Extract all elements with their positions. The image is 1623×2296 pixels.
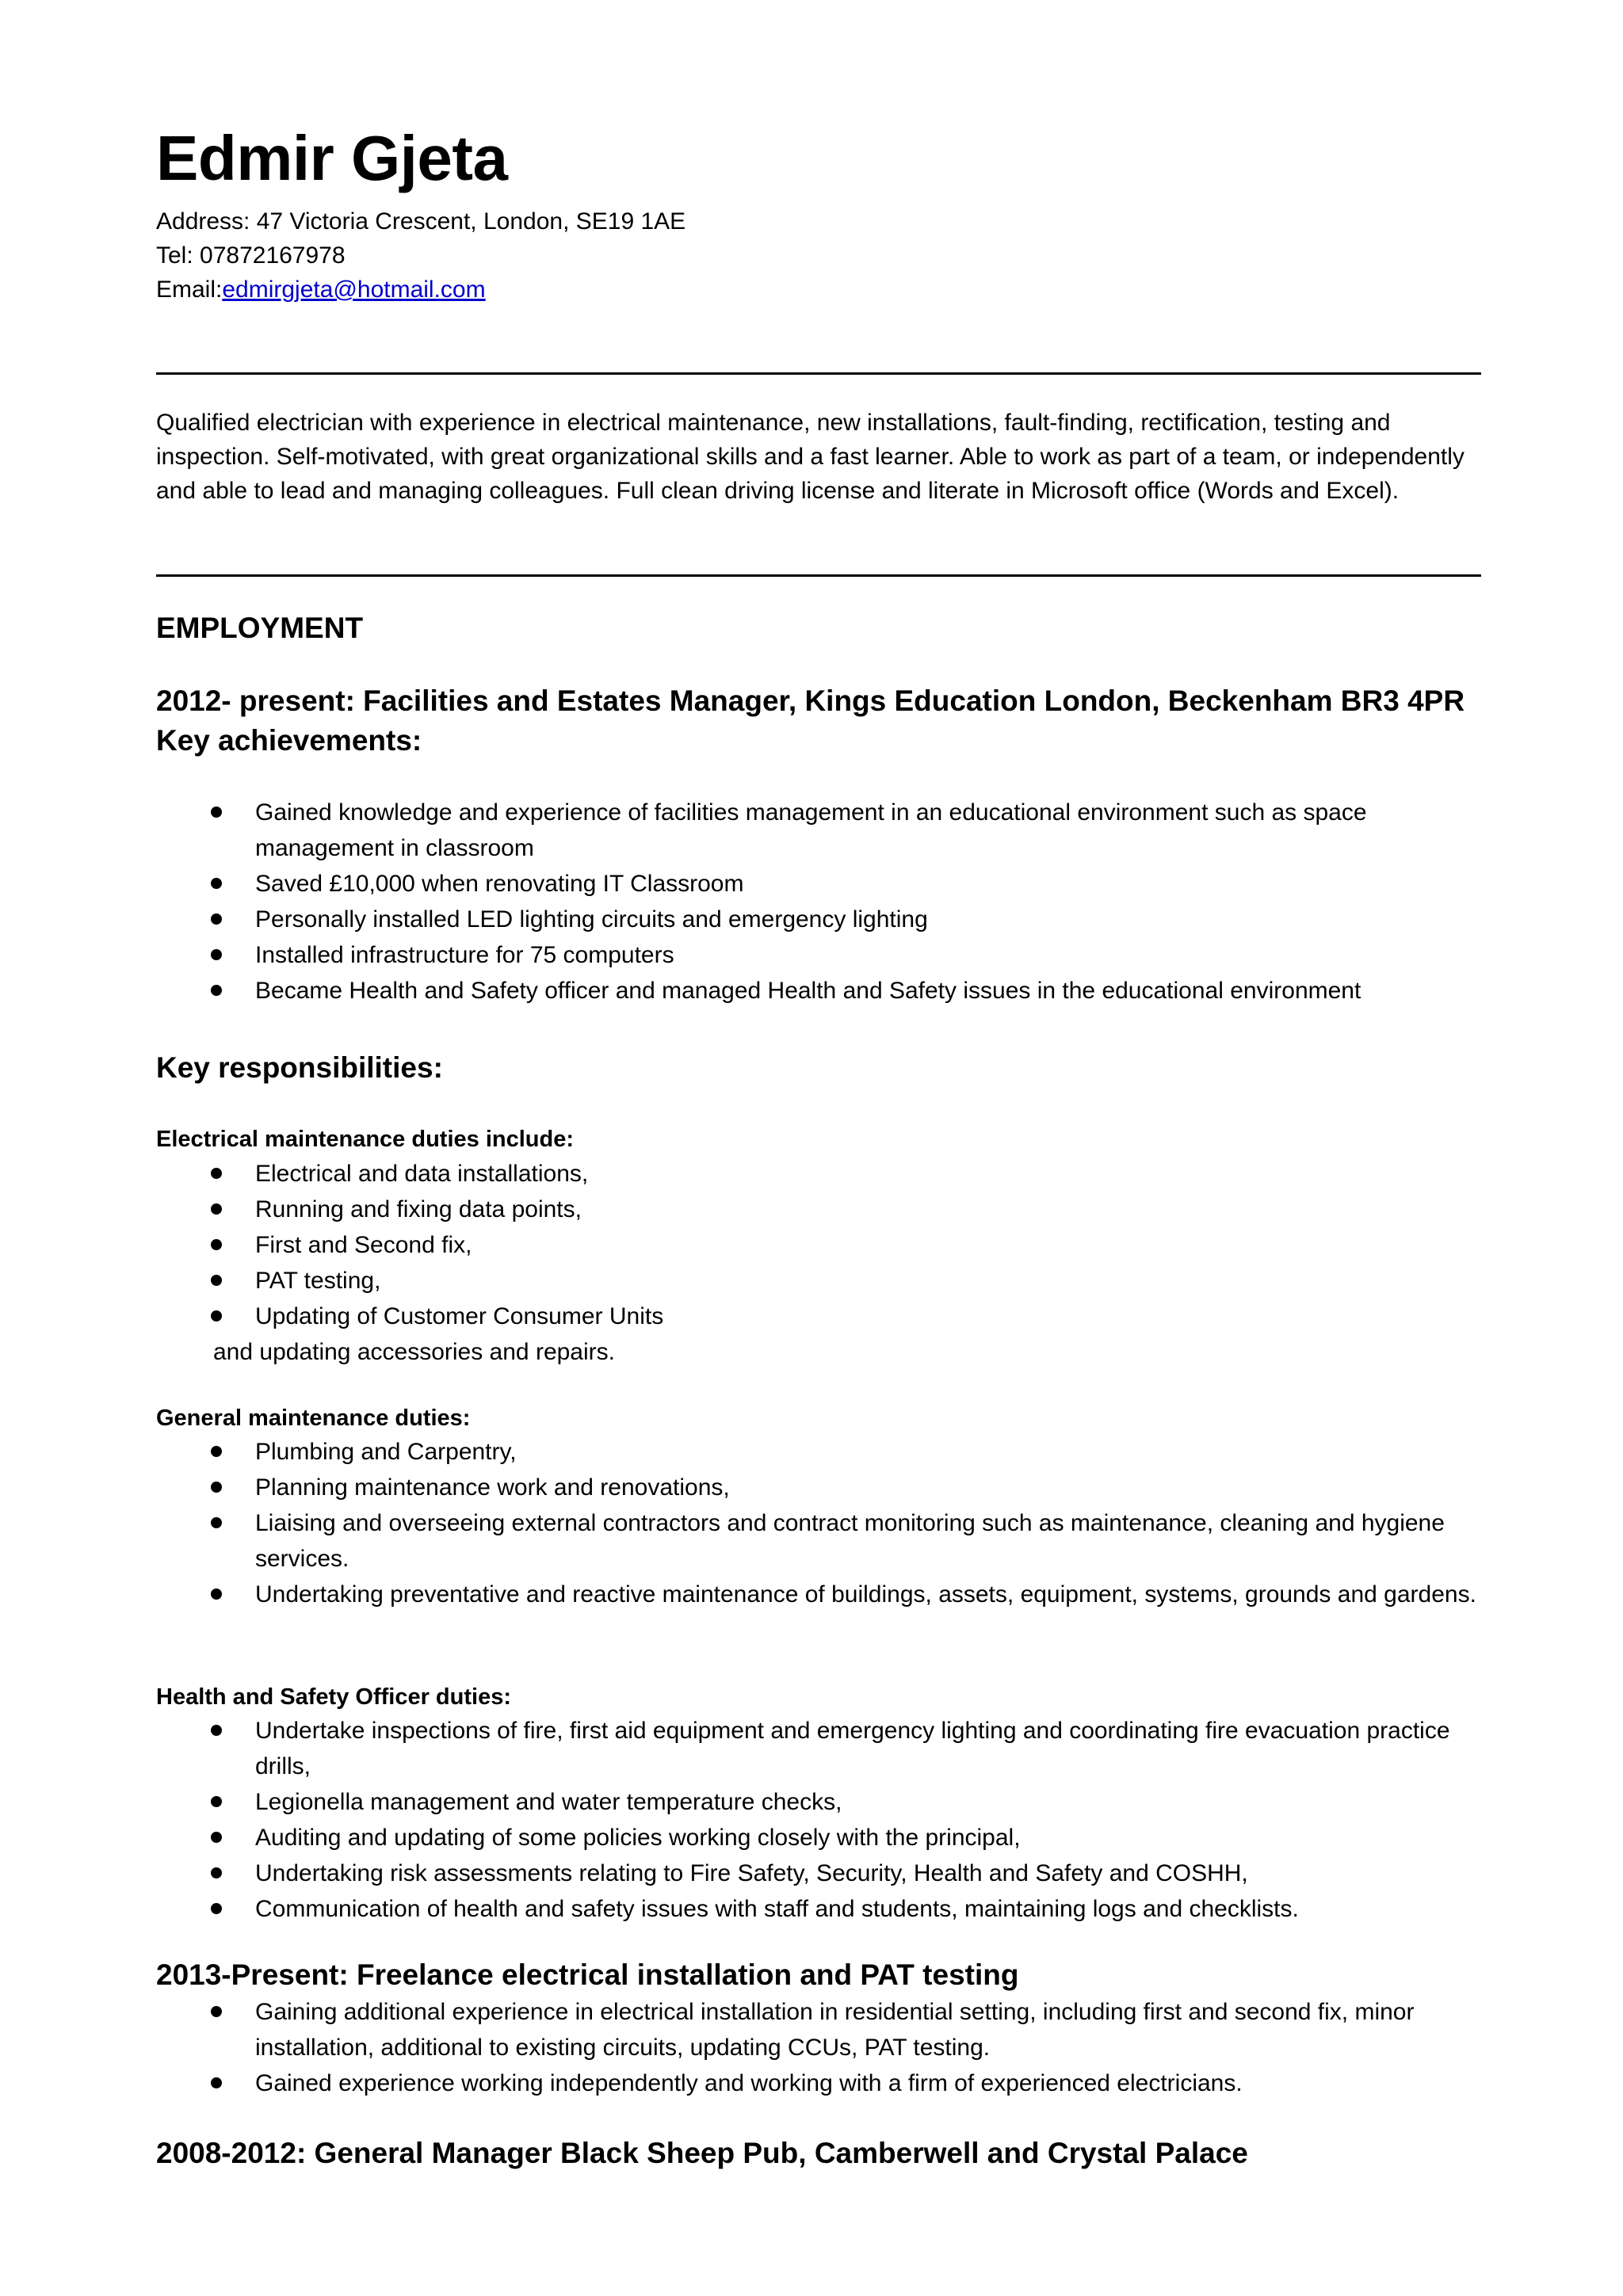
bullet-icon xyxy=(211,1310,222,1322)
job1-title: 2012- present: Facilities and Estates Manager, Kings Education London, Beckenham BR3 4PR xyxy=(156,685,1465,717)
list-item: Saved £10,000 when renovating IT Classroom xyxy=(156,866,1481,902)
key-responsibilities-heading: Key responsibilities: xyxy=(156,1051,443,1084)
phone-line: Tel: 07872167978 xyxy=(156,242,346,269)
job3-title: 2008-2012: General Manager Black Sheep Pub, Camberwell and Crystal Palace xyxy=(156,2137,1248,2169)
bullet-icon xyxy=(211,2077,222,2088)
bullet-icon xyxy=(211,1903,222,1914)
contact-block xyxy=(156,204,685,307)
email-link[interactable]: edmirgjeta@hotmail.com xyxy=(222,277,486,303)
list-item: Planning maintenance work and renovations, xyxy=(156,1470,1481,1505)
bullet-icon xyxy=(211,1796,222,1807)
list-item: Undertaking preventative and reactive maintenance of buildings, assets, equipment, systems, grounds and gardens. xyxy=(156,1577,1481,1612)
bullet-icon xyxy=(211,1589,222,1600)
list-item: Personally installed LED lighting circuits and emergency lighting xyxy=(156,902,1481,937)
health-safety-duties-heading: Health and Safety Officer duties: xyxy=(156,1684,511,1710)
list-item: Gaining additional experience in electrical installation in residential setting, including first and second fix, minor installation, additional to existing circuits, updating CCUs, PAT testing. xyxy=(156,1994,1481,2065)
bullet-icon xyxy=(211,1867,222,1878)
job2-list xyxy=(156,1994,1481,2101)
list-item: Undertake inspections of fire, first aid equipment and emergency lighting and coordinating fire evacuation practice drills, xyxy=(156,1713,1481,1784)
bullet-icon xyxy=(211,1203,222,1215)
bullet-icon xyxy=(211,1168,222,1179)
list-item: Became Health and Safety officer and managed Health and Safety issues in the educational environment xyxy=(156,973,1481,1009)
profile-summary: Qualified electrician with experience in electrical maintenance, new installations, fault-finding, rectification, testing and inspection. Self-motivated, with great organizational skills and a fast learner. Able to work as part of a team, or independently and able to lead and managing colleagues. Full clean driving license and literate in Microsoft office (Words and Excel). xyxy=(156,410,1465,504)
bullet-icon xyxy=(211,807,222,818)
bullet-icon xyxy=(211,2006,222,2017)
list-item: Gained experience working independently and working with a firm of experienced electricians. xyxy=(156,2065,1481,2101)
bullet-icon xyxy=(211,913,222,925)
electrical-duties-tail: and updating accessories and repairs. xyxy=(213,1339,615,1365)
bullet-icon xyxy=(211,1832,222,1843)
bullet-icon xyxy=(211,1275,222,1286)
bullet-icon xyxy=(211,1517,222,1528)
list-item: Updating of Customer Consumer Units xyxy=(156,1299,1481,1334)
key-achievements-heading: Key achievements: xyxy=(156,724,422,757)
general-duties-list xyxy=(156,1434,1481,1612)
bullet-icon xyxy=(211,1725,222,1736)
bullet-icon xyxy=(211,878,222,889)
address-line: Address: 47 Victoria Crescent, London, SE19 1AE xyxy=(156,208,686,235)
list-item: Plumbing and Carpentry, xyxy=(156,1434,1481,1470)
general-duties-heading: General maintenance duties: xyxy=(156,1405,471,1431)
employment-heading: EMPLOYMENT xyxy=(156,612,364,644)
list-item: Liaising and overseeing external contractors and contract monitoring such as maintenance, cleaning and hygiene services. xyxy=(156,1505,1481,1577)
list-item: Installed infrastructure for 75 computers xyxy=(156,937,1481,973)
bullet-icon xyxy=(211,1446,222,1457)
list-item: Legionella management and water temperature checks, xyxy=(156,1784,1481,1820)
achievements-list xyxy=(156,795,1481,1009)
bullet-icon xyxy=(211,985,222,996)
electrical-duties-list xyxy=(156,1156,1481,1334)
list-item: First and Second fix, xyxy=(156,1227,1481,1263)
bullet-icon xyxy=(211,1482,222,1493)
list-item: Running and fixing data points, xyxy=(156,1192,1481,1227)
email-label: Email: xyxy=(156,277,223,303)
list-item: Undertaking risk assessments relating to Fire Safety, Security, Health and Safety and COSHH, xyxy=(156,1855,1481,1891)
list-item: Auditing and updating of some policies working closely with the principal, xyxy=(156,1820,1481,1855)
email-line xyxy=(156,273,685,307)
bullet-icon xyxy=(211,949,222,960)
candidate-name: Edmir Gjeta xyxy=(156,123,508,193)
bullet-icon xyxy=(211,1239,222,1250)
health-safety-duties-list xyxy=(156,1713,1481,1927)
list-item: Electrical and data installations, xyxy=(156,1156,1481,1192)
divider-top xyxy=(156,372,1481,375)
electrical-duties-heading: Electrical maintenance duties include: xyxy=(156,1127,574,1152)
job2-title: 2013-Present: Freelance electrical installation and PAT testing xyxy=(156,1958,1019,1991)
list-item: Gained knowledge and experience of facilities management in an educational environment such as space management in classroom xyxy=(156,795,1481,866)
list-item: Communication of health and safety issues with staff and students, maintaining logs and checklists. xyxy=(156,1891,1481,1927)
divider-bottom xyxy=(156,574,1481,577)
list-item: PAT testing, xyxy=(156,1263,1481,1299)
